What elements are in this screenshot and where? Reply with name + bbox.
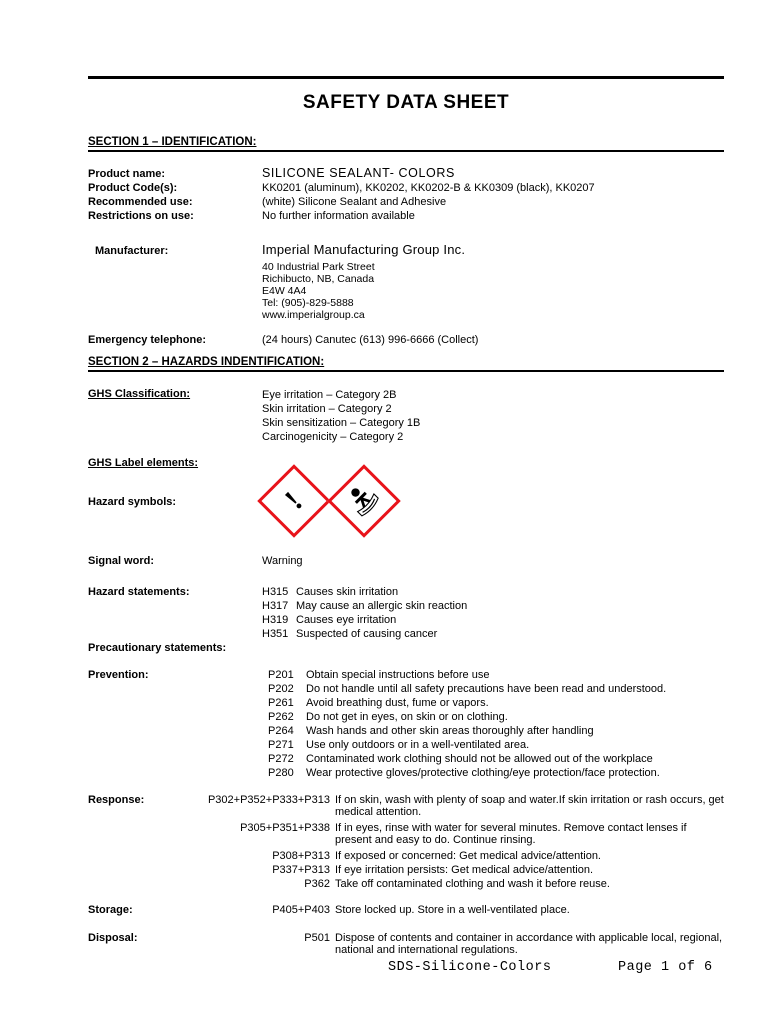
- hazard-statement-code: H351: [262, 628, 289, 640]
- product-code-value: KK0201 (aluminum), KK0202, KK0202-B & KK0309 (black), KK0207: [262, 182, 595, 194]
- health-hazard-glyph-wrap: [327, 464, 401, 538]
- restrictions-value: No further information available: [262, 210, 415, 222]
- response-text: Take off contaminated clothing and wash it before reuse.: [335, 878, 610, 890]
- hazard-statement-text: Causes eye irritation: [296, 614, 397, 626]
- disposal-code: P501: [304, 932, 330, 944]
- signal-word-label: Signal word:: [88, 555, 154, 567]
- response-text: If on skin, wash with plenty of soap and water.If skin irritation or rash occurs, get medical attention.: [335, 794, 724, 818]
- emergency-telephone-label: Emergency telephone:: [88, 334, 206, 346]
- manufacturer-address-line1: 40 Industrial Park Street: [262, 261, 375, 273]
- section-1-heading: SECTION 1 – IDENTIFICATION:: [88, 136, 724, 152]
- restrictions-label: Restrictions on use:: [88, 210, 194, 222]
- prevention-code: P201: [268, 669, 294, 681]
- section-2-heading: SECTION 2 – HAZARDS INDENTIFICATION:: [88, 356, 724, 372]
- page-title: SAFETY DATA SHEET: [302, 92, 510, 113]
- storage-text: Store locked up. Store in a well-ventilated place.: [335, 904, 570, 916]
- prevention-text: Wash hands and other skin areas thoroughly after handling: [306, 725, 594, 737]
- manufacturer-address-line2: Richibucto, NB, Canada: [262, 273, 375, 285]
- hazard-pictogram-group: [262, 470, 562, 534]
- ghs-classification-item: Skin sensitization – Category 1B: [262, 417, 421, 429]
- precautionary-statements-label: Precautionary statements:: [88, 642, 227, 654]
- exclamation-mark-glyph-wrap: [257, 464, 331, 538]
- hazard-statements-label: Hazard statements:: [88, 586, 190, 598]
- ghs-classification-item: Skin irritation – Category 2: [262, 403, 392, 415]
- manufacturer-postal-code: E4W 4A4: [262, 285, 307, 297]
- response-code: P308+P313: [272, 850, 330, 862]
- storage-label: Storage:: [88, 904, 133, 916]
- prevention-label: Prevention:: [88, 669, 149, 681]
- ghs-classification-label: GHS Classification:: [88, 388, 191, 400]
- signal-word-value: Warning: [262, 555, 303, 567]
- response-label: Response:: [88, 794, 145, 806]
- hazard-statement-text: Causes skin irritation: [296, 586, 399, 598]
- footer-document-id: SDS-Silicone-Colors: [388, 960, 552, 975]
- prevention-text: Wear protective gloves/protective clothing/eye protection/face protection.: [306, 767, 660, 779]
- manufacturer-name: Imperial Manufacturing Group Inc.: [262, 242, 466, 257]
- prevention-text: Do not handle until all safety precautions have been read and understood.: [306, 683, 667, 695]
- storage-code: P405+P403: [272, 904, 330, 916]
- emergency-telephone-value: (24 hours) Canutec (613) 996-6666 (Collect): [262, 334, 479, 346]
- hazard-symbols-label: Hazard symbols:: [88, 496, 177, 508]
- ghs-classification-item: Carcinogenicity – Category 2: [262, 431, 404, 443]
- recommended-use-label: Recommended use:: [88, 196, 193, 208]
- prevention-text: Use only outdoors or in a well-ventilated area.: [306, 739, 530, 751]
- response-code: P302+P352+P333+P313: [207, 794, 330, 806]
- hazard-statement-code: H315: [262, 586, 289, 598]
- prevention-code: P261: [268, 697, 294, 709]
- prevention-code: P202: [268, 683, 294, 695]
- prevention-code: P262: [268, 711, 294, 723]
- response-code: P305+P351+P338: [240, 822, 330, 834]
- prevention-text: Obtain special instructions before use: [306, 669, 490, 681]
- exclamation-glyph: !: [278, 485, 309, 516]
- prevention-code: P264: [268, 725, 294, 737]
- prevention-code: P280: [268, 767, 294, 779]
- ghs-classification-item: Eye irritation – Category 2B: [262, 389, 397, 401]
- manufacturer-label: Manufacturer:: [95, 245, 169, 257]
- ghs-label-elements-label: GHS Label elements:: [88, 457, 199, 469]
- prevention-text: Avoid breathing dust, fume or vapors.: [306, 697, 489, 709]
- prevention-code: P272: [268, 753, 294, 765]
- hazard-statement-code: H319: [262, 614, 289, 626]
- response-text: If exposed or concerned: Get medical advice/attention.: [335, 850, 601, 862]
- health-hazard-svg: [339, 476, 388, 525]
- hazard-statement-code: H317: [262, 600, 289, 612]
- manufacturer-telephone: Tel: (905)-829-5888: [262, 297, 354, 309]
- response-code: P362: [304, 878, 330, 890]
- footer-page-number: Page 1 of 6: [618, 960, 713, 975]
- prevention-text: Do not get in eyes, on skin or on clothing.: [306, 711, 508, 723]
- disposal-text: Dispose of contents and container in accordance with applicable local, regional, national and international regulations.: [335, 932, 723, 956]
- manufacturer-website[interactable]: www.imperialgroup.ca: [262, 309, 365, 321]
- header-rule: [88, 76, 724, 79]
- hazard-statement-text: Suspected of causing cancer: [296, 628, 438, 640]
- prevention-code: P271: [268, 739, 294, 751]
- product-name-label: Product name:: [88, 168, 166, 180]
- product-code-label: Product Code(s):: [88, 182, 178, 194]
- prevention-text: Contaminated work clothing should not be allowed out of the workplace: [306, 753, 653, 765]
- disposal-label: Disposal:: [88, 932, 138, 944]
- response-text: If in eyes, rinse with water for several minutes. Remove contact lenses if present and easy to do. Continue rinsing.: [335, 822, 687, 846]
- response-text: If eye irritation persists: Get medical advice/attention.: [335, 864, 594, 876]
- product-name-value: SILICONE SEALANT- COLORS: [262, 166, 455, 180]
- recommended-use-value: (white) Silicone Sealant and Adhesive: [262, 196, 447, 208]
- hazard-statement-text: May cause an allergic skin reaction: [296, 600, 468, 612]
- response-code: P337+P313: [272, 864, 330, 876]
